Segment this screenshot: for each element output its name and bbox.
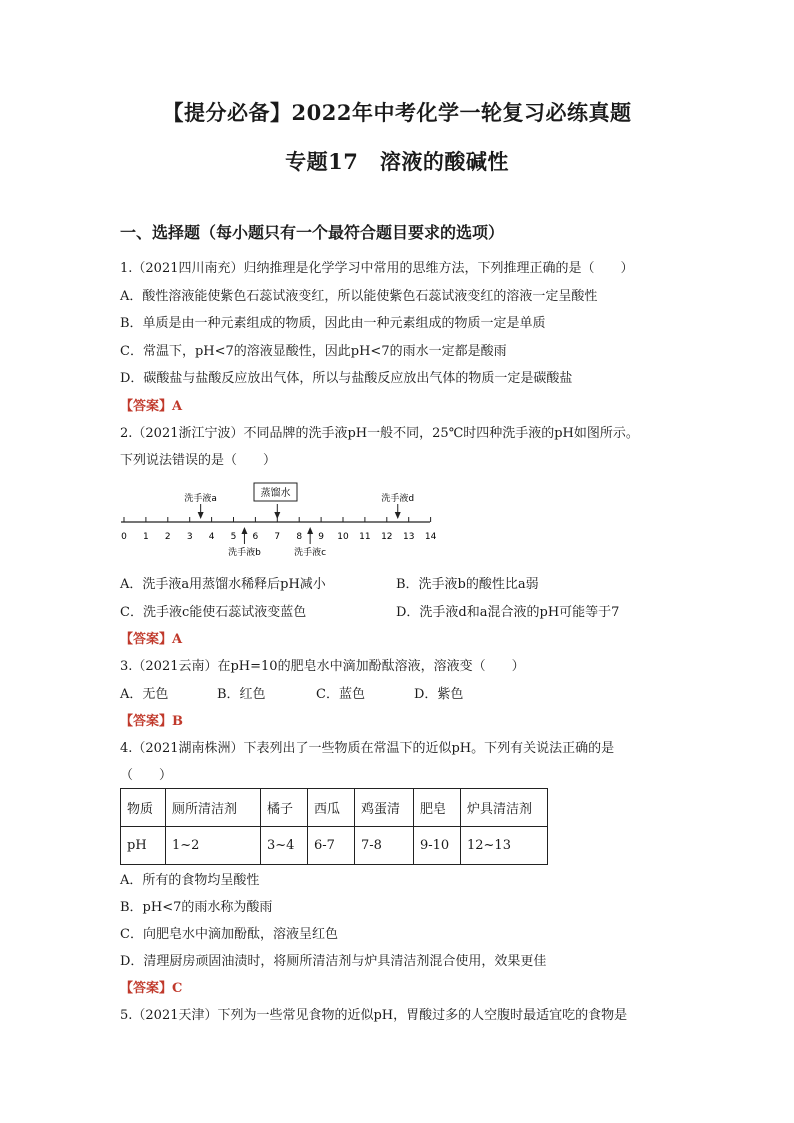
q4-option-c: C．向肥皂水中滴加酚酞，溶液呈红色 <box>120 927 338 942</box>
q1-stem: 1.（2021四川南充）归纳推理是化学学习中常用的思维方法，下列推理正确的是（ ） <box>120 261 634 276</box>
label-wash-a: 洗手液a <box>184 494 217 504</box>
q3-option-b: B．红色 <box>217 687 266 702</box>
document-subtitle: 专题17 溶液的酸碱性 <box>285 149 509 174</box>
table-cell: 肥皂 <box>414 789 461 827</box>
table-cell: 1~2 <box>166 827 261 865</box>
q2-stem-line2: 下列说法错误的是（ ） <box>120 453 277 468</box>
table-cell: 厕所清洁剂 <box>166 789 261 827</box>
table-header-row <box>121 789 548 827</box>
table-cell: 3~4 <box>261 827 308 865</box>
label-wash-d: 洗手液d <box>381 494 415 504</box>
q4-stem-line2: （ ） <box>120 768 173 783</box>
ph-tick-label: 14 <box>424 532 437 542</box>
q2-option-d: D．洗手液d和a混合液的pH可能等于7 <box>396 605 620 620</box>
q2-option-b: B．洗手液b的酸性比a弱 <box>396 577 539 592</box>
ph-tick-label: 10 <box>337 532 349 542</box>
ph-tick-label: 6 <box>252 532 259 542</box>
ph-table <box>120 788 548 865</box>
ph-tick-label: 5 <box>230 532 237 542</box>
ph-tick-label: 1 <box>143 532 149 542</box>
table-cell: 西瓜 <box>308 789 355 827</box>
ph-tick-label: 3 <box>186 532 193 542</box>
ph-scale-figure <box>115 478 445 562</box>
ph-tick-label: 2 <box>164 532 171 542</box>
q2-stem-line1: 2.（2021浙江宁波）不同品牌的洗手液pH一般不同，25℃时四种洗手液的pH如图所示。 <box>120 426 639 441</box>
q3-option-c: C．蓝色 <box>316 687 365 702</box>
q1-option-c: C．常温下，pH<7的溶液显酸性，因此pH<7的雨水一定都是酸雨 <box>120 344 507 359</box>
q5-stem: 5.（2021天津）下列为一些常见食物的近似pH，胃酸过多的人空腹时最适宜吃的食物是 <box>120 1008 628 1023</box>
table-cell: 9-10 <box>414 827 461 865</box>
table-cell: 炉具清洁剂 <box>461 789 548 827</box>
marker-wash-c <box>307 527 313 544</box>
marker-wash-d <box>395 504 401 519</box>
marker-distilled-water <box>274 504 280 519</box>
table-cell: 7-8 <box>355 827 414 865</box>
q4-stem-line1: 4.（2021湖南株洲）下表列出了一些物质在常温下的近似pH。下列有关说法正确的是 <box>120 741 615 756</box>
q4-option-a: A．所有的食物均呈酸性 <box>120 873 260 888</box>
ph-tick-label: 12 <box>381 532 393 542</box>
table-cell: pH <box>121 827 166 865</box>
table-cell: 6-7 <box>308 827 355 865</box>
distilled-water-label: 蒸馏水 <box>260 488 291 499</box>
table-cell: 橘子 <box>261 789 308 827</box>
ph-tick-label: 13 <box>402 532 415 542</box>
section-title: 一、选择题（每小题只有一个最符合题目要求的选项） <box>120 223 505 242</box>
ph-tick-label: 8 <box>296 532 303 542</box>
q1-option-b: B．单质是由一种元素组成的物质，因此由一种元素组成的物质一定是单质 <box>120 316 546 331</box>
q4-option-d: D．清理厨房顽固油渍时，将厕所清洁剂与炉具清洁剂混合使用，效果更佳 <box>120 954 547 969</box>
table-cell: 物质 <box>121 789 166 827</box>
marker-wash-a <box>198 504 204 519</box>
q3-option-a: A．无色 <box>120 687 169 702</box>
ph-tick-label: 0 <box>121 532 127 542</box>
q2-option-c: C．洗手液c能使石蕊试液变蓝色 <box>120 605 307 620</box>
q3-answer: 【答案】B <box>120 714 183 729</box>
table-row <box>121 827 548 865</box>
label-wash-c: 洗手液c <box>294 548 327 558</box>
table-cell: 鸡蛋清 <box>355 789 414 827</box>
q4-option-b: B．pH<7的雨水称为酸雨 <box>120 900 273 915</box>
ph-tick-label: 9 <box>318 532 324 542</box>
document-title: 【提分必备】2022年中考化学一轮复习必练真题 <box>162 100 632 125</box>
q3-option-d: D．紫色 <box>414 687 464 702</box>
q1-option-a: A．酸性溶液能使紫色石蕊试液变红，所以能使紫色石蕊试液变红的溶液一定呈酸性 <box>120 289 598 304</box>
table-cell: 12~13 <box>461 827 548 865</box>
ph-tick-label: 11 <box>359 532 371 542</box>
q1-option-d: D．碳酸盐与盐酸反应放出气体，所以与盐酸反应放出气体的物质一定是碳酸盐 <box>120 371 573 386</box>
q3-stem: 3.（2021云南）在pH=10的肥皂水中滴加酚酞溶液，溶液变（ ） <box>120 659 525 674</box>
marker-wash-b <box>241 527 247 544</box>
q2-answer: 【答案】A <box>120 632 183 647</box>
label-wash-b: 洗手液b <box>228 548 261 558</box>
q4-answer: 【答案】C <box>120 981 183 996</box>
ph-tick-label: 7 <box>274 532 281 542</box>
ph-tick-label: 4 <box>208 532 215 542</box>
q1-answer: 【答案】A <box>120 399 183 414</box>
q2-option-a: A．洗手液a用蒸馏水稀释后pH减小 <box>120 577 326 592</box>
